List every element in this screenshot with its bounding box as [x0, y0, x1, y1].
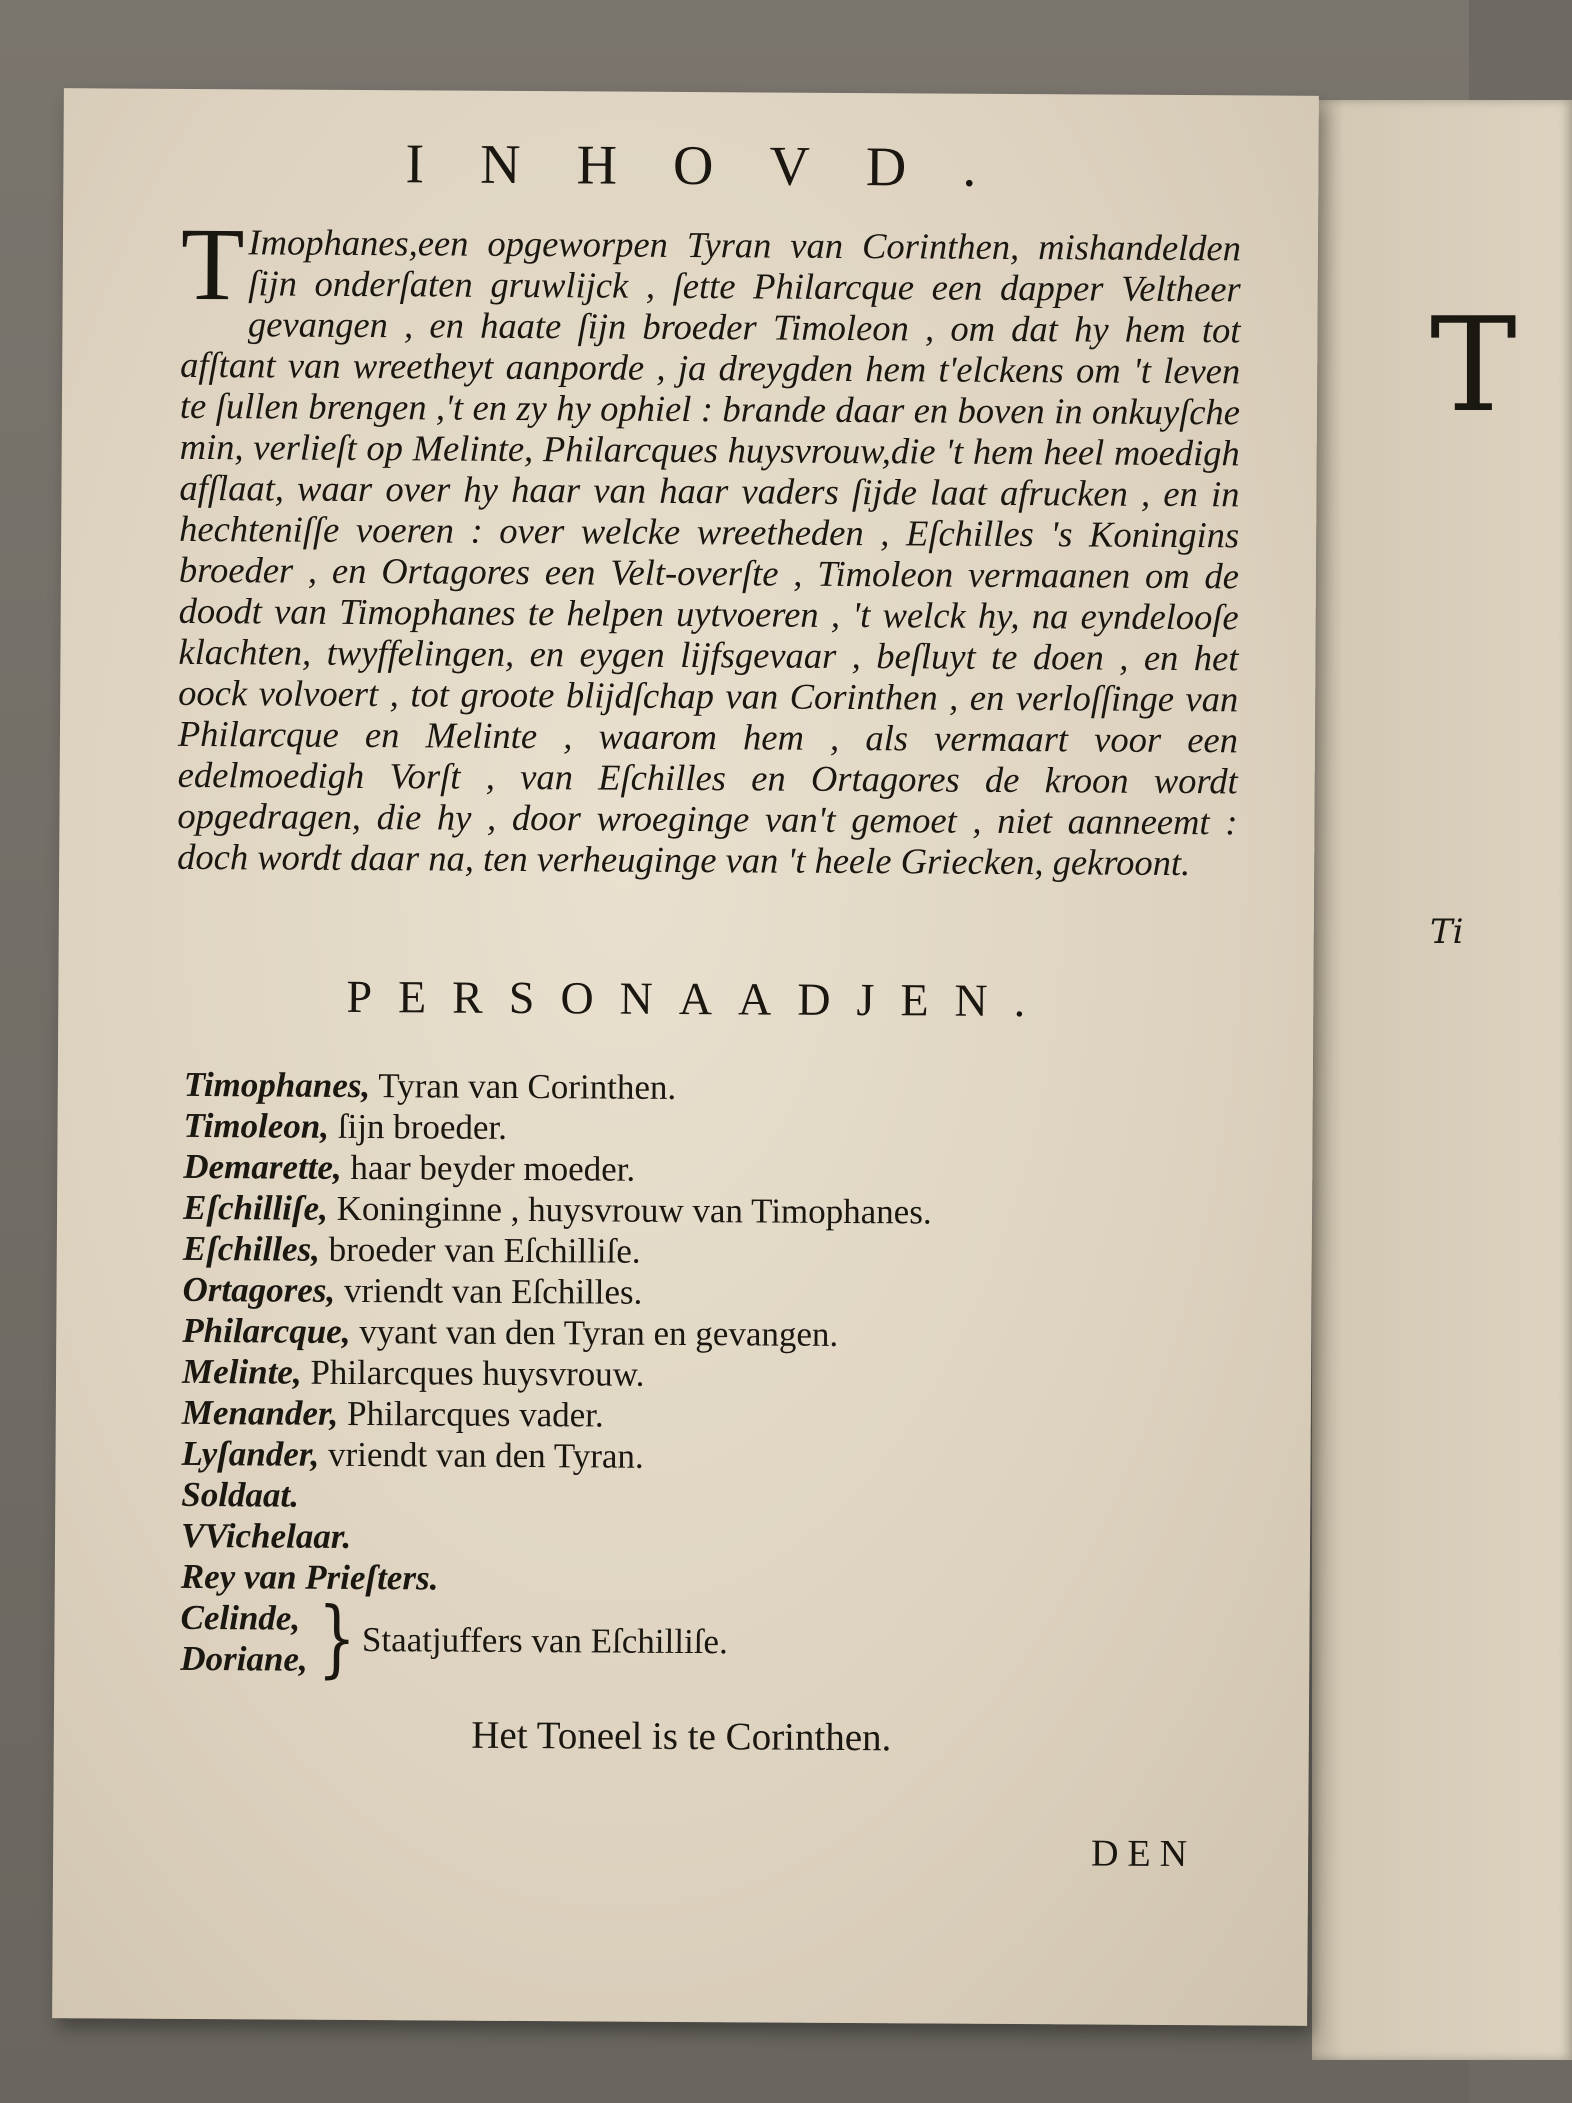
- character-description: broeder van Eſchilliſe.: [319, 1229, 641, 1271]
- page-header-inhoud: INHOVD.: [405, 133, 1033, 200]
- cast-group-entry: [180, 1589, 929, 1688]
- cast-entry: [183, 1146, 932, 1192]
- argument-paragraph: [177, 206, 1242, 884]
- character-name: Doriane,: [180, 1638, 308, 1679]
- character-description: Philarcques huysvrouw.: [301, 1352, 645, 1394]
- character-name: VVichelaar.: [180, 1515, 352, 1556]
- character-name: Rey van Prieſters.: [180, 1556, 439, 1598]
- character-description: Koninginne , huysvrouw van Timophanes.: [327, 1188, 932, 1232]
- character-name: Demarette,: [183, 1146, 342, 1187]
- character-name: Soldaat.: [181, 1474, 300, 1515]
- cast-entry: [182, 1351, 931, 1397]
- cast-entry: [183, 1228, 932, 1274]
- character-description: vriendt van Eſchilles.: [335, 1270, 643, 1312]
- cast-entry: [183, 1187, 932, 1233]
- character-name: Lyſander,: [181, 1433, 320, 1474]
- character-name: Timoleon,: [183, 1105, 330, 1146]
- cast-entry: [182, 1392, 931, 1438]
- cast-entry: [182, 1310, 931, 1356]
- argument-text: Imophanes,een opgeworpen Tyran van Corinthen, mishandelden ſijn onderſaten gruwlijck , ſette Philarcque een dapper Veltheer gevangen , en haate ſijn broeder Timoleon , om dat hy hem tot afſtant van wreetheyt aanporde , ja dreygden hem t'elckens om 't leven te ſullen brengen ,'t en zy hy ophiel : brande daar en boven in onkuyſche min, verlieſt op Melinte, Philarcques huysvrouw,die 't hem heel moedigh afſlaat, waar over hy haar van haar vaders ſijde laat afrucken , en in hechteniſſe voeren : over welcke wreetheden , Eſchilles 's Koningins broeder , en Ortagores een Velt-overſte , Timoleon vermaanen om de doodt van Timophanes te helpen uytvoeren , 't welck hy, na eyndelooſe klachten, twyffelingen, en eygen lijfsgevaar , beſluyt te doen , en het oock volvoert , tot groote blijdſchap van Corinthen , en verloſſinge van Philarcque en Melinte , waarom hem , als vermaart voor een edelmoedigh Vorſt , van Eſchilles en Ortagores de kroon wordt opgedragen, die hy , door wroeginge van't gemoet , niet aanneemt : doch wordt daar na, ten verheuginge van 't heele Griecken, gekroont.: [177, 221, 1242, 884]
- book-page: [52, 88, 1319, 2026]
- character-name: Celinde,: [180, 1597, 301, 1638]
- facing-page-text-fragment: Ti: [1430, 912, 1464, 952]
- character-description: haar beyder moeder.: [341, 1147, 636, 1189]
- character-description: vriendt van den Tyran.: [319, 1434, 644, 1476]
- catchword: DEN: [1090, 1832, 1197, 1876]
- cast-entry: [181, 1433, 930, 1479]
- brace-glyph: }: [317, 1589, 357, 1688]
- facing-page-large-letter: T: [1430, 289, 1517, 441]
- cast-entry: [184, 1064, 933, 1110]
- character-description: ſijn broeder.: [328, 1106, 508, 1147]
- character-name: Menander,: [181, 1392, 339, 1433]
- character-name: Eſchilles,: [182, 1228, 321, 1269]
- personae-heading: PERSONAADJEN.: [346, 970, 1052, 1027]
- character-name: Melinte,: [181, 1351, 302, 1392]
- character-description: vyant van den Tyran en gevangen.: [350, 1311, 839, 1354]
- cast-entry: [182, 1269, 931, 1315]
- character-description: Philarcques vader.: [338, 1393, 604, 1435]
- facing-page: [1312, 100, 1572, 2060]
- scene-setting-line: Het Toneel is te Corinthen.: [471, 1713, 892, 1760]
- drop-cap: T: [180, 206, 245, 323]
- cast-list: [180, 1064, 932, 1688]
- character-name: Eſchilliſe,: [182, 1187, 329, 1228]
- group-description: Staatjuffers van Eſchilliſe.: [361, 1619, 728, 1661]
- cast-entry: [181, 1556, 930, 1602]
- character-name: Ortagores,: [182, 1269, 336, 1310]
- character-description: Tyran van Corinthen.: [370, 1066, 677, 1107]
- grouped-names: [180, 1597, 308, 1680]
- cast-entry: [181, 1474, 930, 1520]
- cast-entry: [183, 1105, 932, 1151]
- character-name: Timophanes,: [183, 1064, 371, 1106]
- cast-entry: [181, 1515, 930, 1561]
- character-name: Philarcque,: [182, 1310, 351, 1351]
